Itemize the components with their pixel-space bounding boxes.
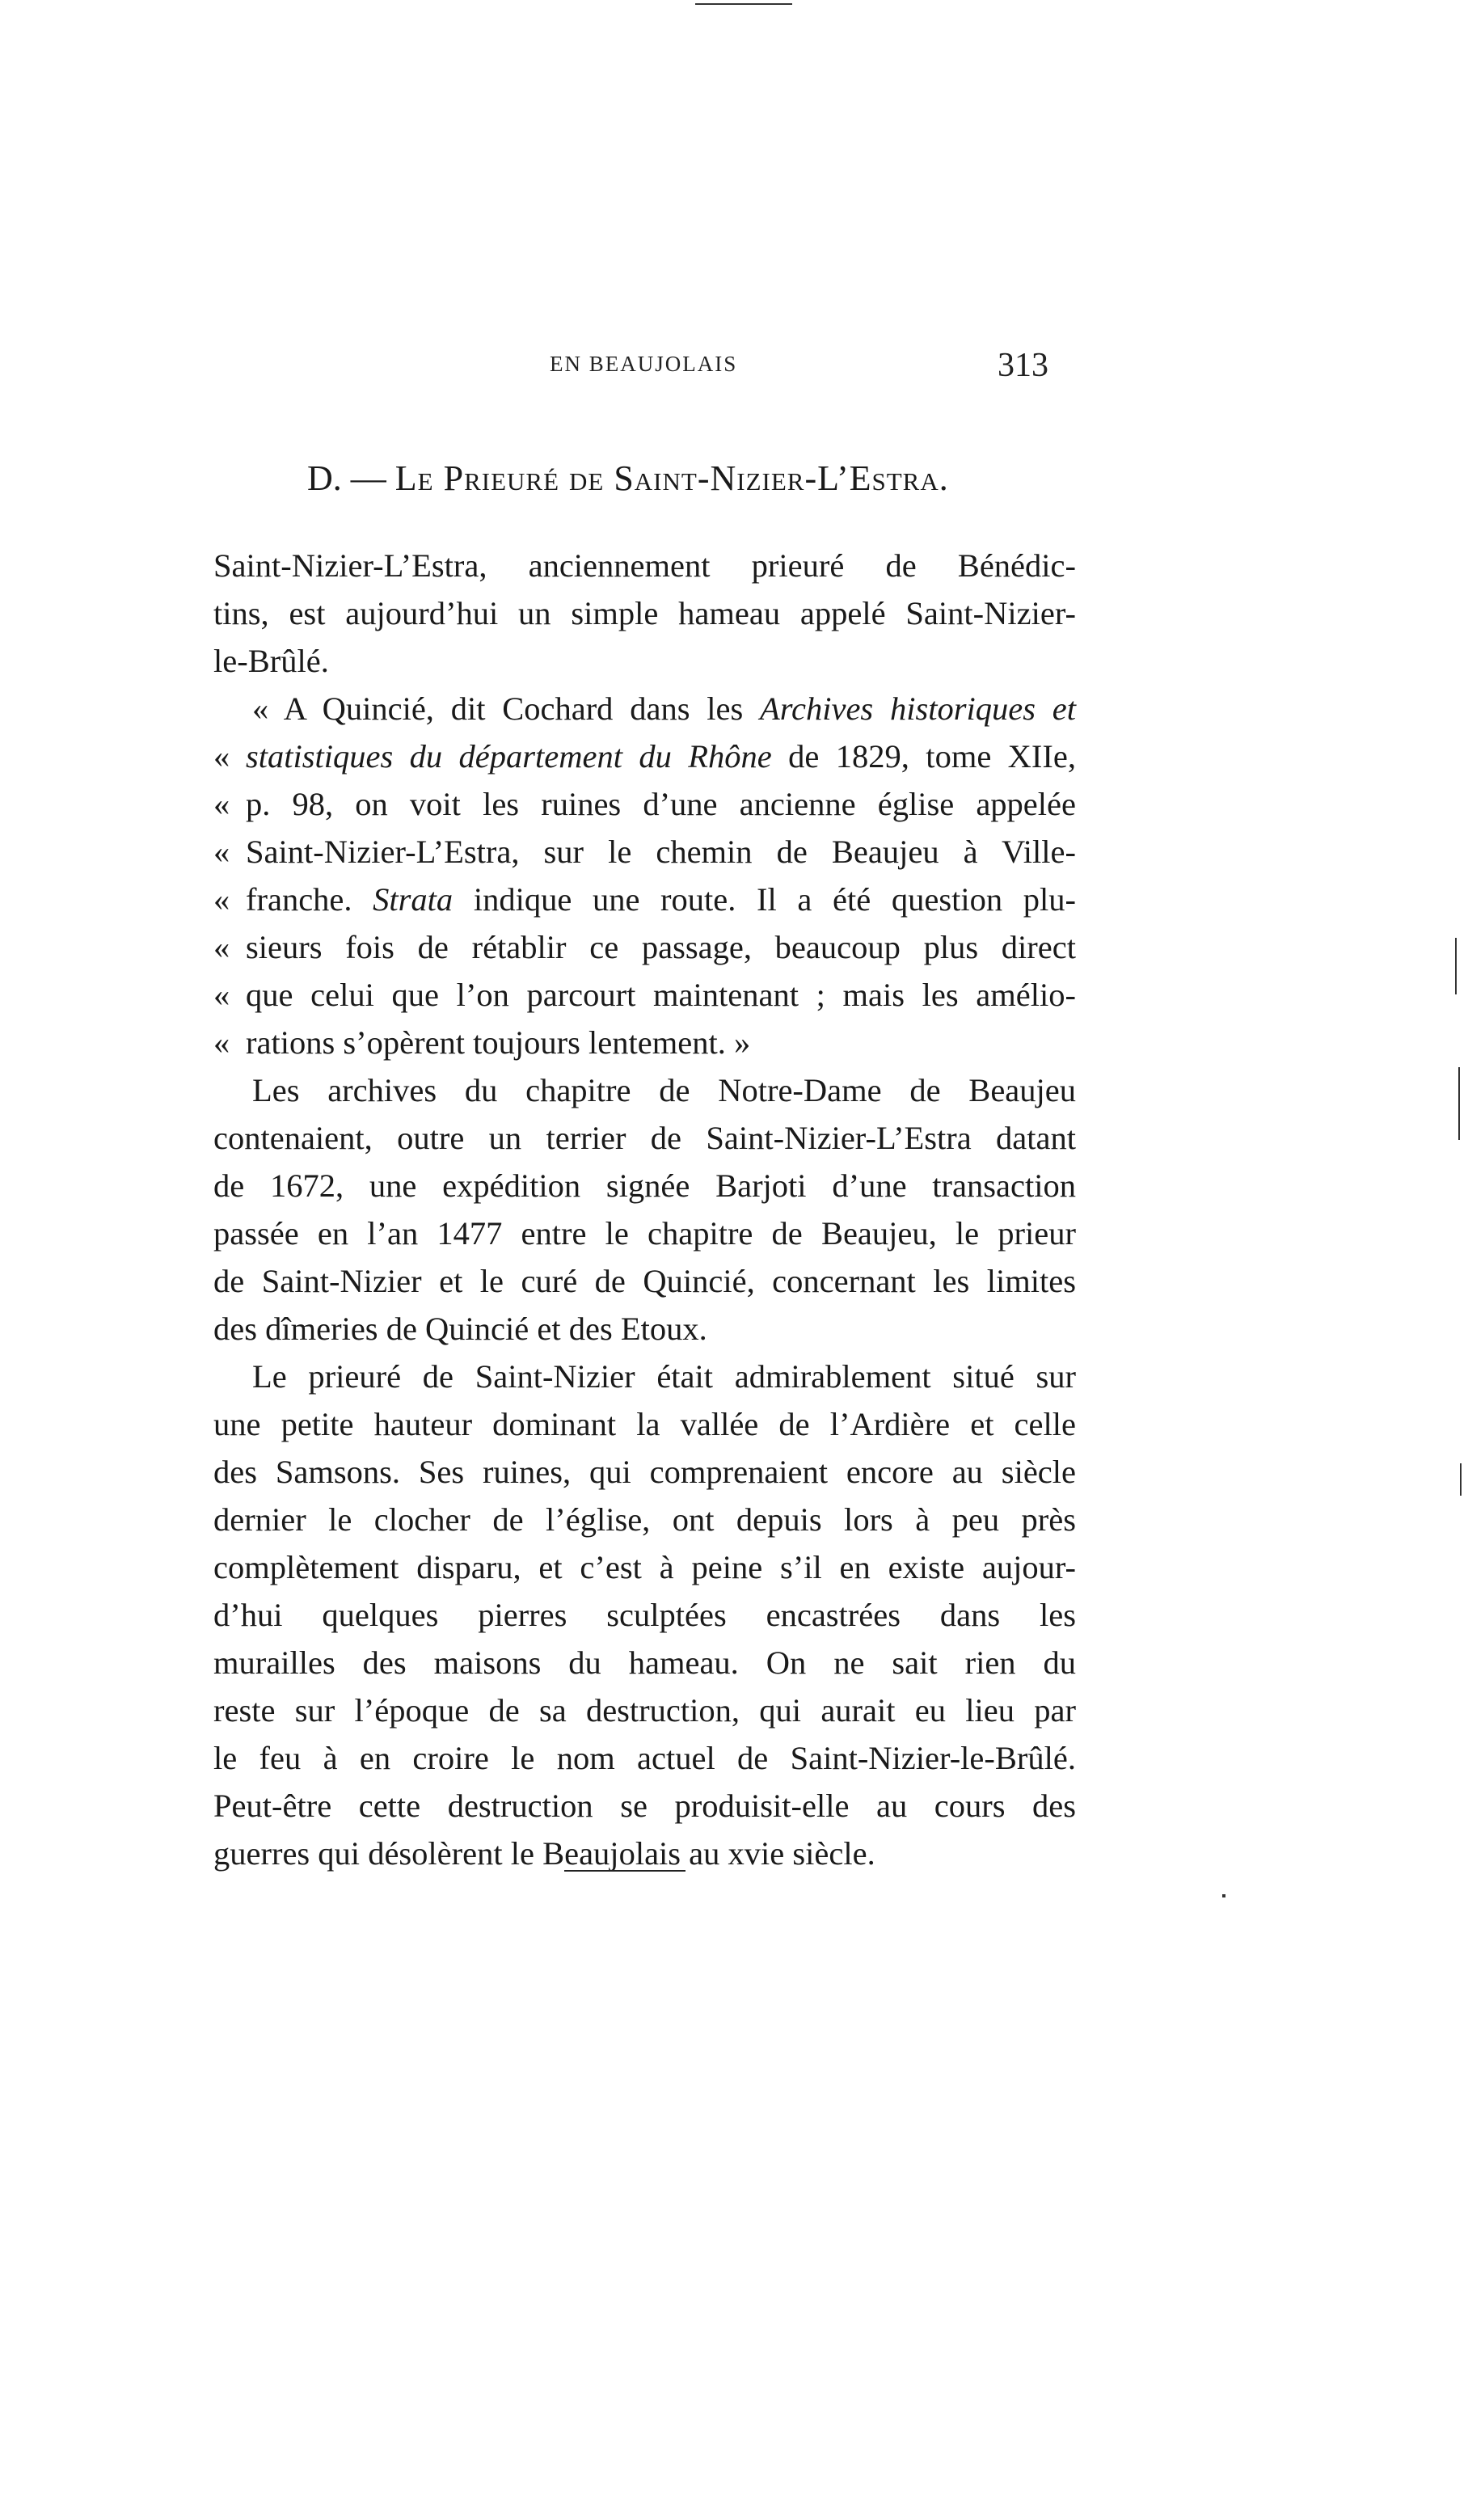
text-line: une petite hauteur dominant la vallée de l’Ardière et celle (213, 1406, 1076, 1442)
quote-mark: « (213, 977, 230, 1013)
section-heading: Le Prieuré de Saint-Nizier-L’Estra. (394, 458, 949, 498)
quote-line: « rations s’opèrent toujours lentement. » (213, 1019, 1076, 1066)
quote-line: « statistiques du département du Rhône de 1829, tome XIIe, (213, 732, 1076, 780)
text-line: guerres qui désolèrent le Beaujolais au xvie siècle. (213, 1835, 875, 1872)
text-line: le-Brûlé. (213, 643, 329, 679)
italic-title: statistiques du département du Rhône (246, 738, 772, 775)
quote-mark: « (213, 881, 230, 918)
page-number: 313 (998, 347, 1048, 384)
quote-mark: « (213, 929, 230, 965)
text-line: Saint-Nizier-L’Estra, anciennement prieuré de Bénédic- (213, 547, 1076, 584)
text-line: de 1672, une expédition signée Barjoti d’une transaction (213, 1167, 1076, 1204)
text-line: de Saint-Nizier et le curé de Quincié, concernant les limites (213, 1263, 1076, 1299)
scan-mark (1222, 1894, 1225, 1897)
scan-mark (1460, 1463, 1462, 1496)
quote-mark: « (213, 786, 230, 822)
italic-title: Archives historiques et (760, 690, 1076, 727)
quote-line: « Saint-Nizier-L’Estra, sur le chemin de Beaujeu à Ville- (213, 828, 1076, 876)
quote-mark: « (213, 834, 230, 870)
text-line: reste sur l’époque de sa destruction, qui aurait eu lieu par (213, 1692, 1076, 1729)
text-line: des dîmeries de Quincié et des Etoux. (213, 1311, 707, 1347)
scan-mark (1455, 938, 1457, 994)
italic-word: Strata (373, 881, 453, 918)
text-line: d’hui quelques pierres sculptées encastrées dans les (213, 1597, 1076, 1633)
section-label: D. — (307, 458, 386, 498)
text-line: Les archives du chapitre de Notre-Dame de Beaujeu (252, 1072, 1076, 1108)
quote-line: « franche. Strata indique une route. Il a été question plu- (213, 876, 1076, 923)
running-head: EN BEAUJOLAIS (550, 352, 738, 376)
quote-mark: « (213, 1024, 230, 1061)
section-end-rule (564, 1870, 685, 1872)
quote-line: « p. 98, on voit les ruines d’une ancienne église appelée (213, 780, 1076, 828)
scan-mark (695, 3, 792, 5)
quote-mark: « (252, 690, 269, 727)
text-line: passée en l’an 1477 entre le chapitre de Beaujeu, le prieur (213, 1215, 1076, 1252)
text-line: murailles des maisons du hameau. On ne sait rien du (213, 1644, 1076, 1681)
scan-mark (1458, 1067, 1460, 1140)
text-line: Le prieuré de Saint-Nizier était admirablement situé sur (252, 1358, 1076, 1395)
text-line: tins, est aujourd’hui un simple hameau appelé Saint-Nizier- (213, 595, 1076, 631)
quote-line: « sieurs fois de rétablir ce passage, beaucoup plus direct (213, 923, 1076, 971)
text-line: le feu à en croire le nom actuel de Saint-Nizier-le-Brûlé. (213, 1740, 1076, 1776)
text-line: dernier le clocher de l’église, ont depuis lors à peu près (213, 1501, 1076, 1538)
section-title (307, 458, 949, 499)
text-line: Peut-être cette destruction se produisit-elle au cours des (213, 1788, 1076, 1824)
text-line: des Samsons. Ses ruines, qui comprenaient encore au siècle (213, 1454, 1076, 1490)
body-text (213, 542, 1076, 1877)
quote-line: « A Quincié, dit Cochard dans les Archives historiques et (252, 690, 1076, 727)
text-line: complètement disparu, et c’est à peine s’il en existe aujour- (213, 1549, 1076, 1585)
quote-mark: « (213, 738, 230, 775)
quote-line: « que celui que l’on parcourt maintenant ; mais les amélio- (213, 971, 1076, 1019)
text-line: contenaient, outre un terrier de Saint-Nizier-L’Estra datant (213, 1120, 1076, 1156)
